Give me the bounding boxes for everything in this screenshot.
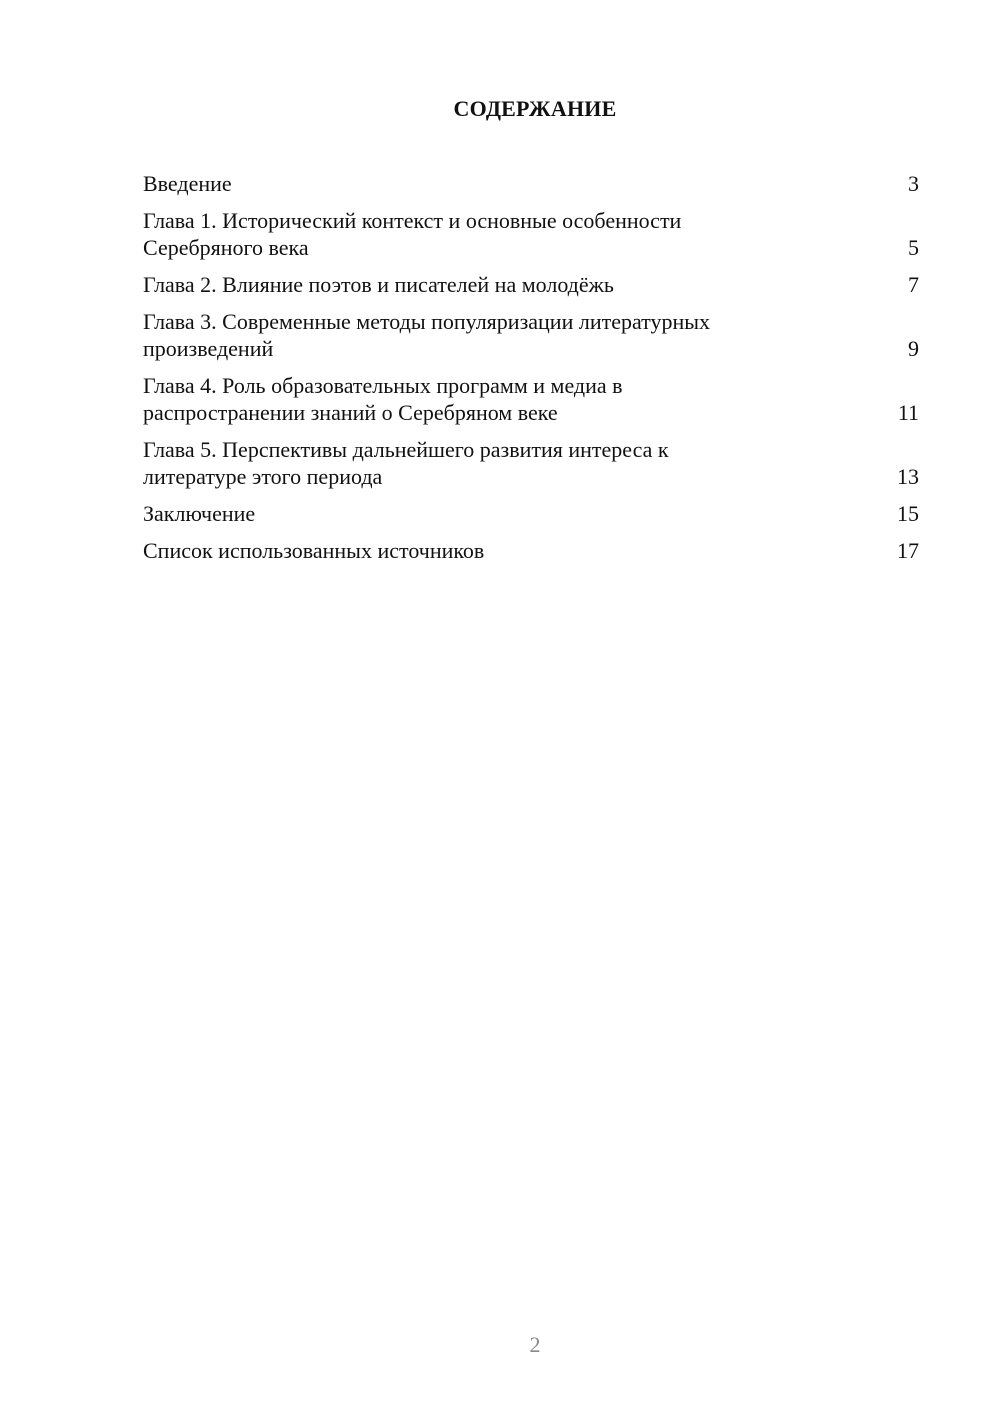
toc-entry-chapter-1[interactable] <box>143 207 919 261</box>
page-footer-number: 2 <box>529 1332 541 1357</box>
toc-entry-line: Введение <box>143 171 232 196</box>
toc-entry-line: Глава 5. Перспективы дальнейшего развития интереса к <box>143 437 669 462</box>
table-of-contents <box>143 170 919 574</box>
toc-entry-line: Глава 4. Роль образовательных программ и медиа в <box>143 373 623 398</box>
toc-page-number: 15 <box>897 501 919 526</box>
toc-entry-line: Глава 3. Современные методы популяризации литературных <box>143 309 711 334</box>
toc-entry-text <box>143 500 255 527</box>
toc-entry-text <box>143 436 669 490</box>
toc-entry-text <box>143 372 623 426</box>
toc-entry-text <box>143 170 232 197</box>
toc-entry-line: Глава 2. Влияние поэтов и писателей на молодёжь <box>143 272 614 297</box>
toc-entry-chapter-3[interactable] <box>143 308 919 362</box>
toc-entry-line: распространении знаний о Серебряном веке <box>143 400 558 425</box>
toc-entry-line: Заключение <box>143 501 256 526</box>
toc-page-number: 13 <box>897 464 919 489</box>
toc-entry-text <box>143 537 484 564</box>
toc-page-number: 9 <box>908 336 919 361</box>
toc-entry-references[interactable] <box>143 537 919 564</box>
toc-entry-text <box>143 271 614 298</box>
toc-page-number: 5 <box>908 235 919 260</box>
toc-entry-text <box>143 207 681 261</box>
toc-entry-line: произведений <box>143 336 274 361</box>
toc-entry-line: литературе этого периода <box>143 464 383 489</box>
toc-entry-line: Серебряного века <box>143 235 309 260</box>
toc-entry-chapter-2[interactable] <box>143 271 919 298</box>
toc-entry-line: Список использованных источников <box>143 538 485 563</box>
toc-entry-introduction[interactable] <box>143 170 919 197</box>
toc-entry-chapter-4[interactable] <box>143 372 919 426</box>
toc-page-number: 3 <box>908 171 919 196</box>
toc-page-number: 17 <box>897 538 919 563</box>
toc-entry-conclusion[interactable] <box>143 500 919 527</box>
toc-title: СОДЕРЖАНИЕ <box>453 96 617 121</box>
toc-entry-line: Глава 1. Исторический контекст и основные особенности <box>143 208 682 233</box>
toc-entry-chapter-5[interactable] <box>143 436 919 490</box>
toc-page-number: 11 <box>897 400 919 425</box>
toc-page-number: 7 <box>908 272 919 297</box>
toc-entry-text <box>143 308 710 362</box>
